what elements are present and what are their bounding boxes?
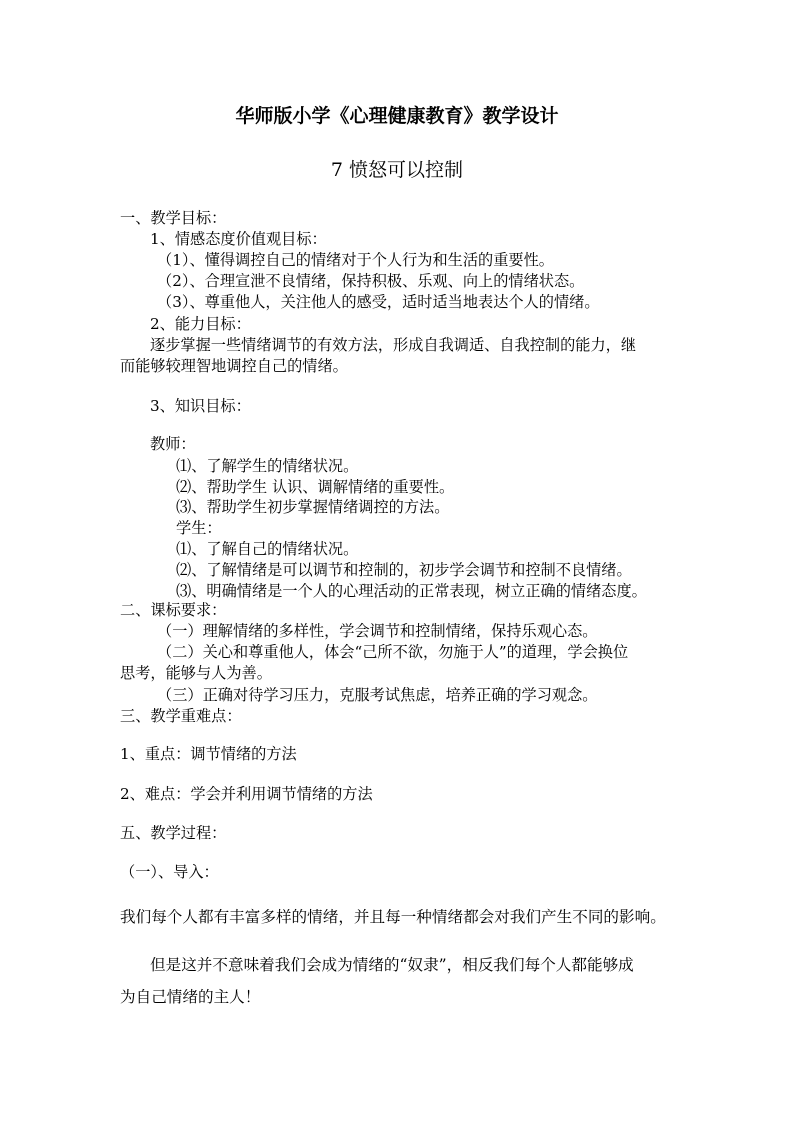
ability-goal-heading: 2、能力目标： (150, 315, 251, 333)
teacher-label: 教师： (150, 435, 196, 453)
ability-goal-text: 逐步掌握一些情绪调节的有效方法，形成自我调适、自我控制的能力，继 (150, 336, 636, 354)
section3-heading: 三、教学重难点： (120, 707, 242, 725)
section5-heading: 五、教学过程： (120, 824, 227, 842)
student-item: ⑵、了解情绪是可以调节和控制的，初步学会调节和控制不良情绪。 (176, 561, 632, 579)
emotion-goal-item: （1）、懂得调控自己的情绪对于个人行为和生活的重要性。 (157, 251, 554, 269)
student-label: 学生： (176, 519, 222, 537)
intro-paragraph: 为自己情绪的主人！ (120, 988, 261, 1006)
teacher-item: ⑶、帮助学生初步掌握情绪调控的方法。 (176, 498, 450, 516)
document-title: 华师版小学《心理健康教育》教学设计 (235, 105, 559, 127)
teacher-item: ⑴、了解学生的情绪状况。 (176, 457, 359, 475)
section2-heading: 二、课标要求： (120, 601, 227, 619)
difficult-point: 2、难点：学会并利用调节情绪的方法 (120, 785, 373, 803)
emotion-goal-item: （3）、尊重他人，关注他人的感受，适时适当地表达个人的情绪。 (157, 293, 600, 311)
standard-item: （三）正确对待学习压力，克服考试焦虑，培养正确的学习观念。 (157, 686, 598, 704)
intro-heading: （一）、导入： (120, 863, 219, 881)
ability-goal-text: 而能够较理智地调控自己的情绪。 (120, 357, 348, 375)
intro-paragraph: 我们每个人都有丰富多样的情绪，并且每一种情绪都会对我们产生不同的影响。 (120, 908, 666, 926)
standard-item: 思考，能够与人为善。 (120, 664, 272, 682)
standard-item: （一）理解情绪的多样性，学会调节和控制情绪，保持乐观心态。 (157, 622, 598, 640)
emotion-goal-item: （2）、合理宣泄不良情绪，保持积极、乐观、向上的情绪状态。 (157, 272, 585, 290)
section1-heading: 一、教学目标： (120, 209, 227, 227)
knowledge-goal-heading: 3、知识目标： (150, 397, 251, 415)
emotion-goal-heading: 1、情感态度价值观目标： (150, 230, 327, 248)
student-item: ⑴、了解自己的情绪状况。 (176, 540, 359, 558)
key-point: 1、重点：调节情绪的方法 (120, 745, 297, 763)
intro-paragraph: 但是这并不意味着我们会成为情绪的“奴隶”，相反我们每个人都能够成 (150, 956, 634, 974)
standard-item: （二）关心和尊重他人，体会“己所不欲，勿施于人”的道理，学会换位 (157, 643, 629, 661)
teacher-item: ⑵、帮助学生 认识、调解情绪的重要性。 (176, 478, 455, 496)
lesson-title: 7 愤怒可以控制 (330, 159, 464, 181)
student-item: ⑶、明确情绪是一个人的心理活动的正常表现，树立正确的情绪态度。 (176, 582, 647, 600)
